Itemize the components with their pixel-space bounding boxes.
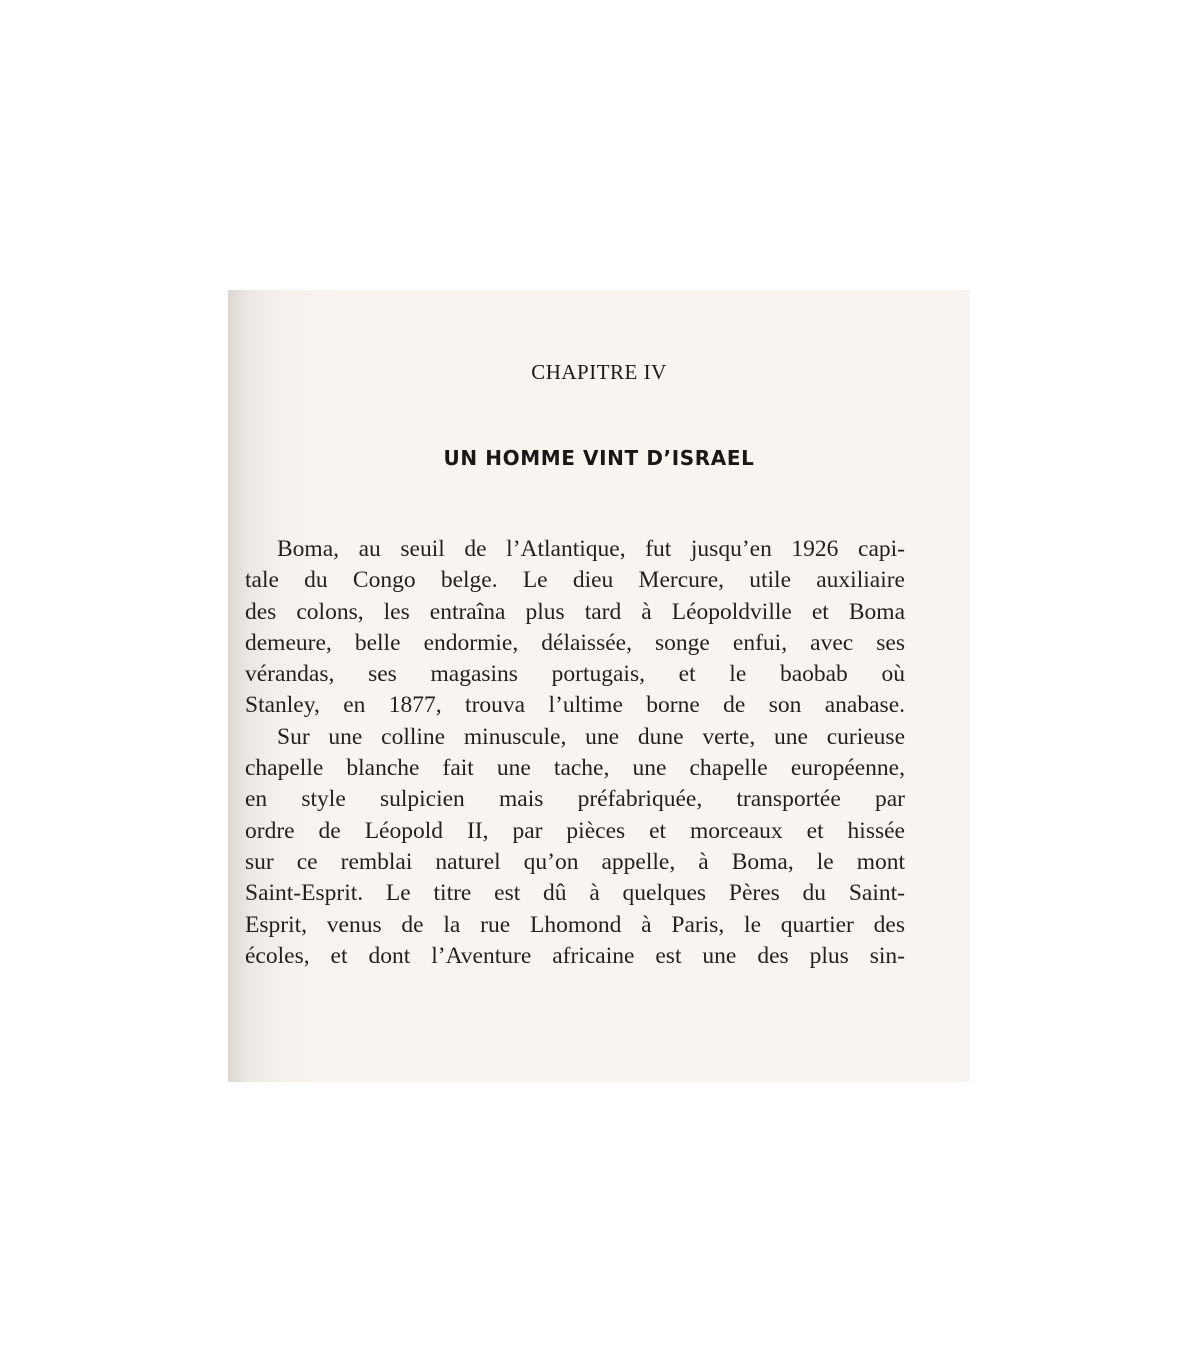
- chapter-title: UN HOMME VINT D’ISRAEL: [443, 446, 755, 470]
- text-line: vérandas, ses magasins portugais, et le baobab où: [245, 661, 905, 688]
- text-line: écoles, et dont l’Aventure africaine est une des plus sin-: [245, 942, 905, 969]
- text-line: sur ce remblai naturel qu’on appelle, à Boma, le mont: [245, 848, 905, 875]
- text-line: Saint-Esprit. Le titre est dû à quelques Pères du Saint-: [245, 880, 905, 907]
- text-line: ordre de Léopold II, par pièces et morceaux et hissée: [245, 817, 905, 844]
- text-line: des colons, les entraîna plus tard à Léopoldville et Boma: [245, 598, 905, 625]
- body-text: [245, 534, 905, 972]
- text-line: demeure, belle endormie, délaissée, songe enfui, avec ses: [245, 629, 905, 656]
- chapter-number: CHAPITRE IV: [531, 360, 667, 384]
- text-line: Esprit, venus de la rue Lhomond à Paris, le quartier des: [245, 911, 905, 938]
- text-line: Stanley, en 1877, trouva l’ultime borne de son anabase.: [245, 692, 905, 719]
- text-line: tale du Congo belge. Le dieu Mercure, utile auxiliaire: [245, 567, 905, 594]
- text-line: chapelle blanche fait une tache, une chapelle européenne,: [245, 755, 905, 782]
- text-line: Sur une colline minuscule, une dune verte, une curieuse: [277, 723, 905, 750]
- book-page: [228, 290, 970, 1082]
- text-line: en style sulpicien mais préfabriquée, transportée par: [245, 786, 905, 813]
- text-line: Boma, au seuil de l’Atlantique, fut jusqu’en 1926 capi-: [277, 536, 905, 562]
